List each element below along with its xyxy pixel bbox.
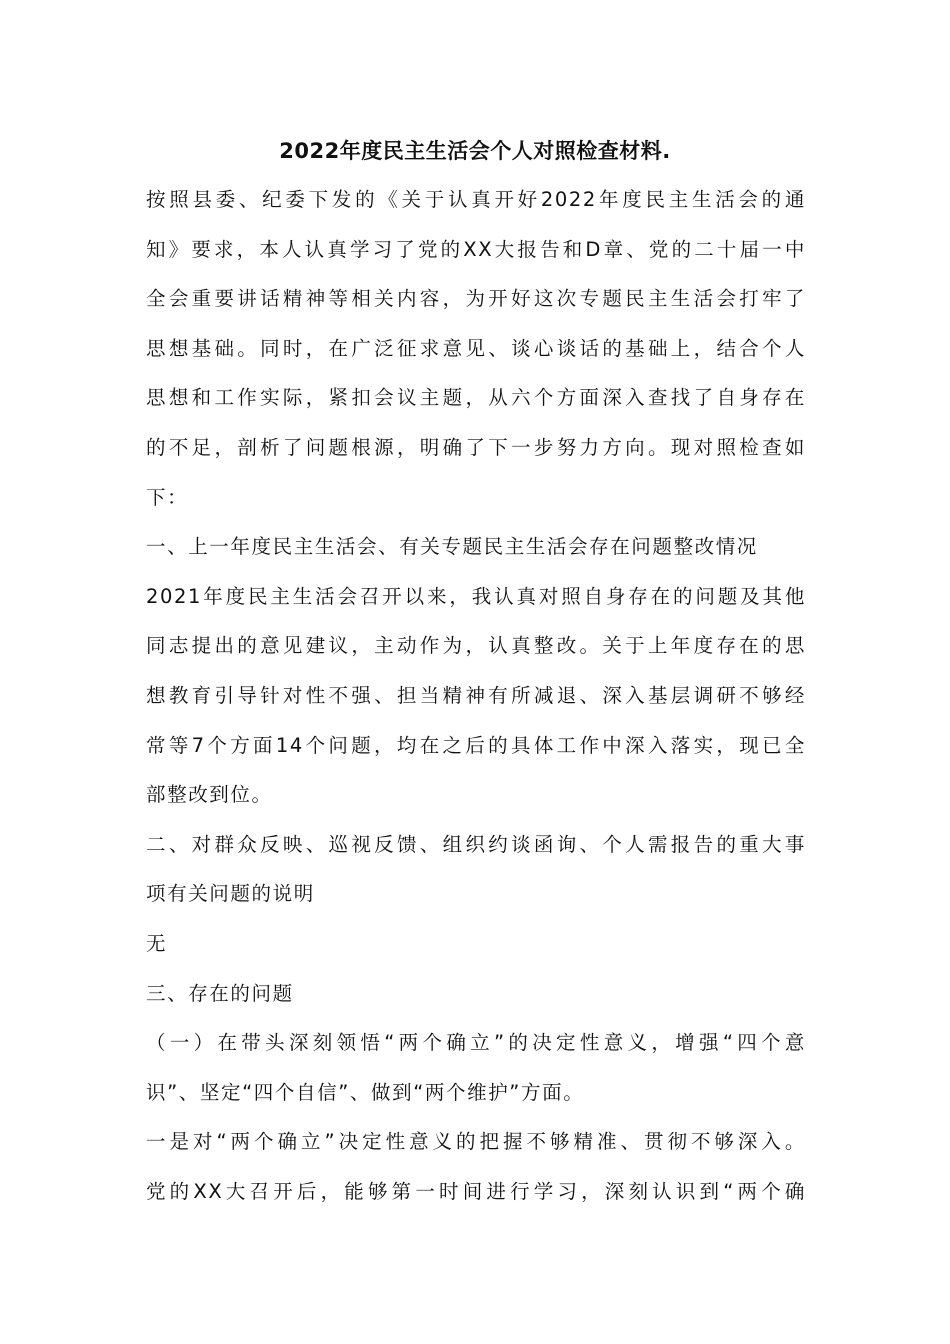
text-line: 二、对群众反映、巡视反馈、组织约谈函询、个人需报告的重大事 [146, 832, 806, 856]
text-line: 想教育引导针对性不强、担当精神有所减退、深入基层调研不够经 [146, 683, 806, 707]
text-line: 常等7个方面14个问题，均在之后的具体工作中深入落实，现已全 [146, 733, 806, 757]
text-line: 党的XX大召开后，能够第一时间进行学习，深刻认识到“两个确 [146, 1179, 806, 1203]
text-line: 同志提出的意见建议，主动作为，认真整改。关于上年度存在的思 [146, 634, 806, 658]
text-line: 项有关问题的说明 [146, 882, 315, 906]
text-line: 2021年度民主生活会召开以来，我认真对照自身存在的问题及其他 [146, 584, 806, 608]
text-line: 思想和工作实际，紧扣会议主题，从六个方面深入查找了自身存在 [146, 386, 806, 410]
text-line: 部整改到位。 [146, 783, 273, 807]
text-line: 一是对“两个确立”决定性意义的把握不够精准、贯彻不够深入。 [146, 1130, 806, 1154]
text-line: 的不足，剖析了问题根源，明确了下一步努力方向。现对照检查如 [146, 435, 806, 459]
document-title: 2022年度民主生活会个人对照检查材料. [279, 139, 671, 163]
text-line: 思想基础。同时，在广泛征求意见、谈心谈话的基础上，结合个人 [146, 336, 806, 360]
text-line: 按照县委、纪委下发的《关于认真开好2022年度民主生活会的通 [146, 188, 806, 211]
text-line: 无 [146, 931, 168, 955]
text-line: 下： [146, 485, 189, 509]
text-line: （一）在带头深刻领悟“两个确立”的决定性意义，增强“四个意 [146, 1031, 806, 1055]
text-line: 知》要求，本人认真学习了党的XX大报告和D章、党的二十届一中 [146, 237, 806, 261]
text-line: 全会重要讲话精神等相关内容，为开好这次专题民主生活会打牢了 [146, 287, 806, 311]
text-line: 识”、坚定“四个自信”、做到“两个维护”方面。 [146, 1080, 585, 1104]
text-line: 一、上一年度民主生活会、有关专题民主生活会存在问题整改情况 [146, 535, 758, 559]
text-line: 三、存在的问题 [146, 981, 294, 1005]
document-body [146, 183, 806, 1224]
